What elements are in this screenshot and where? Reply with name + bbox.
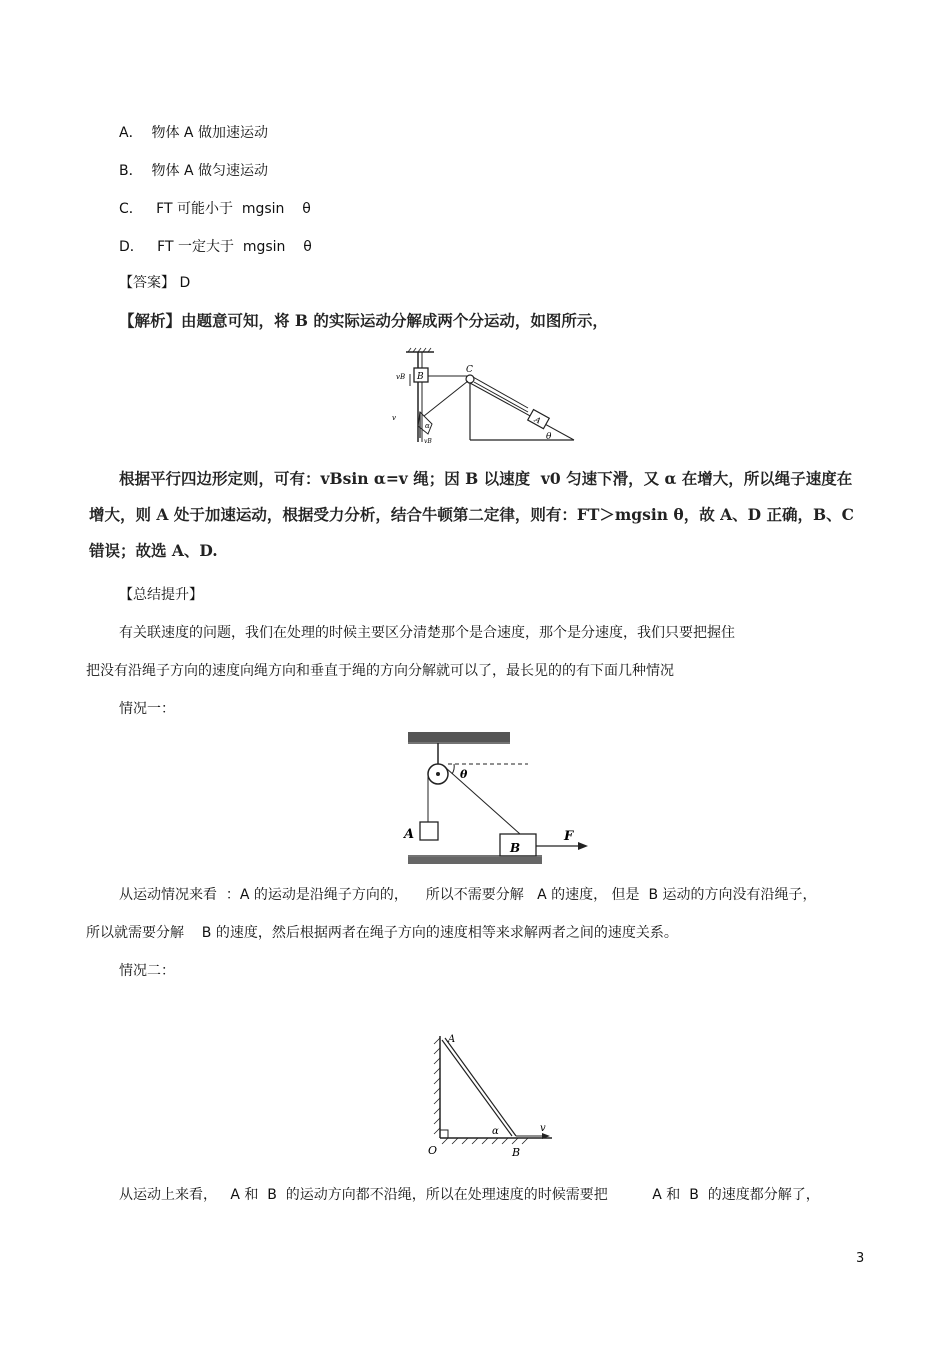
summary-line-2: 把没有沿绳子方向的速度向绳方向和垂直于绳的方向分解就可以了，最长见的的有下面几种情况 [86, 663, 674, 679]
figure2-label-b: B [510, 841, 521, 855]
figure3-alpha: α [492, 1126, 499, 1137]
figure1-label-vb: vB [396, 373, 406, 381]
figure2-label-f: F [564, 829, 574, 844]
option-d [119, 238, 312, 256]
figure1-alpha: α [425, 422, 430, 430]
page-number: 3 [856, 1251, 865, 1266]
answer: 【答案】 D [119, 275, 191, 291]
figure-2 [402, 728, 602, 870]
summary-line-1: 有关联速度的问题，我们在处理的时候主要区分清楚那个是合速度，那个是分速度，我们只要把握住 [119, 625, 735, 641]
figure3-label-v: v [540, 1123, 546, 1134]
figure1-label-a: A [532, 415, 543, 426]
summary-heading: 【总结提升】 [119, 587, 203, 603]
case2-line-1: 从运动上来看， A 和 B 的运动方向都不沿绳，所以在处理速度的时候需要把 A 和 B 的速度都分解了， [119, 1187, 820, 1203]
figure-1 [388, 346, 578, 446]
option-b [119, 162, 268, 180]
case1-line-2: 所以就需要分解 B 的速度，然后根据两者在绳子方向的速度相等来求解两者之间的速度关系。 [86, 925, 678, 941]
figure1-label-v0: vB [424, 438, 432, 445]
figure1-label-b: B [417, 372, 424, 382]
figure1-label-v: v [392, 414, 396, 422]
figure1-theta: θ [546, 432, 552, 442]
figure-3 [420, 1030, 570, 1162]
option-letter: A． [119, 125, 143, 141]
case2-heading: 情况二： [119, 963, 175, 979]
option-letter: D． [119, 239, 144, 255]
analysis-line-3: 错误；故选 A、D. [89, 541, 218, 560]
analysis-line-1: 根据平行四边形定则，可有：vBsin α=v 绳；因 B 以速度 v0 匀速下滑，又 α 在增大，所以绳子速度在 [119, 469, 853, 488]
figure2-label-a: A [404, 827, 415, 842]
option-text: FT 一定大于 mgsin θ [157, 239, 312, 255]
analysis-line-2: 增大，则 A 处于加速运动，根据受力分析，结合牛顿第二定律，则有：FT＞mgsin θ，故 A、D 正确，B、C [89, 505, 854, 524]
option-letter: C． [119, 201, 143, 217]
figure3-label-b: B [512, 1146, 521, 1159]
case1-line-1: 从运动情况来看 ：A 的运动是沿绳子方向的， 所以不需要分解 A 的速度， 但是 B 运动的方向没有沿绳子， [119, 887, 817, 903]
case1-heading: 情况一： [119, 701, 175, 717]
figure3-label-o: O [428, 1144, 438, 1157]
analysis-intro: 【解析】由题意可知，将 B 的实际运动分解成两个分运动，如图所示， [119, 311, 608, 330]
option-a [119, 124, 268, 142]
option-c [119, 200, 311, 218]
figure3-label-a: A [448, 1034, 456, 1045]
option-text: 物体 A 做匀速运动 [151, 163, 268, 179]
option-text: FT 可能小于 mgsin θ [156, 201, 311, 217]
figure2-theta: θ [460, 768, 468, 781]
figure1-label-c: C [466, 365, 473, 375]
option-letter: B． [119, 163, 143, 179]
option-text: 物体 A 做加速运动 [151, 125, 268, 141]
